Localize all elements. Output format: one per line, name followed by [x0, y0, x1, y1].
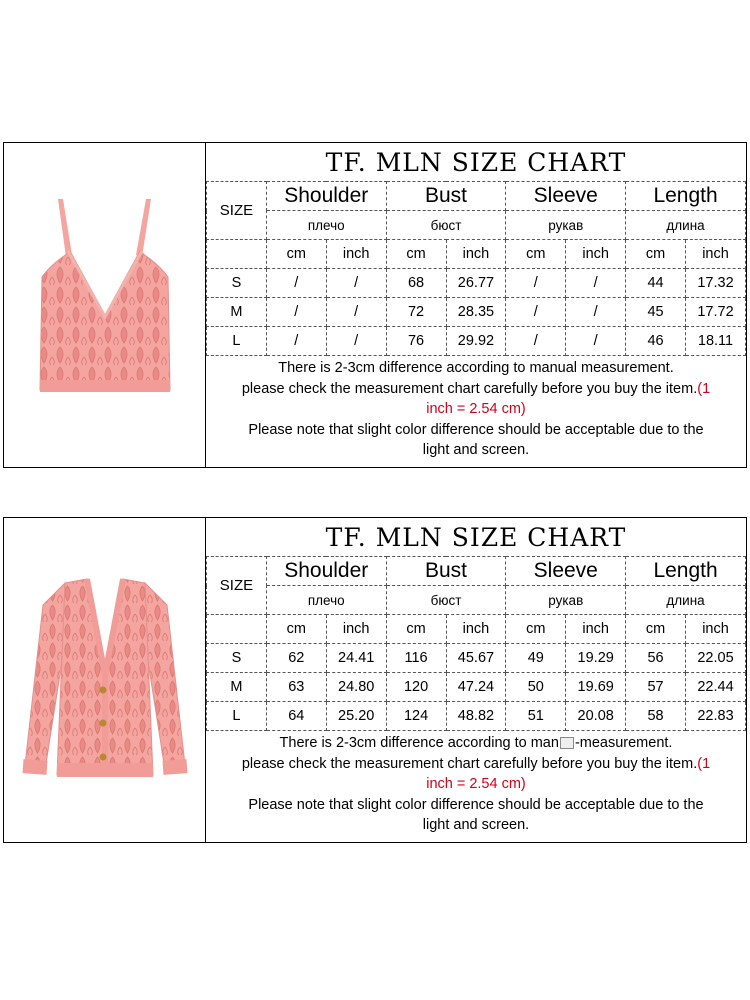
- value-cell: 22.44: [686, 673, 746, 702]
- header-sleeve-ru: рукав: [506, 211, 626, 240]
- size-header: SIZE: [207, 182, 267, 240]
- value-cell: 45: [626, 298, 686, 327]
- header-bust: Bust: [386, 557, 506, 586]
- value-cell: 51: [506, 702, 566, 731]
- value-cell: /: [326, 298, 386, 327]
- header-shoulder: Shoulder: [266, 182, 386, 211]
- value-cell: 76: [386, 327, 446, 356]
- value-cell: 25.20: [326, 702, 386, 731]
- value-cell: 18.11: [686, 327, 746, 356]
- value-cell: 58: [626, 702, 686, 731]
- value-cell: /: [566, 298, 626, 327]
- value-cell: 47.24: [446, 673, 506, 702]
- value-cell: /: [266, 327, 326, 356]
- size-cell: S: [207, 644, 267, 673]
- product-image-cell: [4, 143, 206, 467]
- note-check: [206, 754, 746, 775]
- note-check: [206, 379, 746, 400]
- unit-cell: inch: [446, 240, 506, 269]
- table-row: [207, 644, 746, 673]
- value-cell: 68: [386, 269, 446, 298]
- value-cell: 29.92: [446, 327, 506, 356]
- size-cell: S: [207, 269, 267, 298]
- units-row: [207, 615, 746, 644]
- value-cell: /: [326, 269, 386, 298]
- product-image-cell: [4, 518, 206, 842]
- unit-cell: cm: [386, 615, 446, 644]
- units-blank: [207, 615, 267, 644]
- size-table-area: [206, 518, 746, 842]
- header-row: [207, 557, 746, 586]
- header-shoulder-ru: плечо: [266, 586, 386, 615]
- value-cell: 22.05: [686, 644, 746, 673]
- cardigan-image: [15, 565, 195, 795]
- size-chart-tank-top: [3, 142, 747, 468]
- value-cell: 72: [386, 298, 446, 327]
- size-cell: M: [207, 298, 267, 327]
- header-sleeve: Sleeve: [506, 557, 626, 586]
- unit-cell: cm: [506, 240, 566, 269]
- header-bust: Bust: [386, 182, 506, 211]
- size-header: SIZE: [207, 557, 267, 615]
- unit-cell: inch: [446, 615, 506, 644]
- size-chart-cardigan: [3, 517, 747, 843]
- unit-cell: inch: [566, 615, 626, 644]
- value-cell: 64: [266, 702, 326, 731]
- unit-cell: inch: [686, 240, 746, 269]
- unit-cell: cm: [626, 240, 686, 269]
- unit-cell: cm: [506, 615, 566, 644]
- value-cell: 63: [266, 673, 326, 702]
- size-cell: L: [207, 702, 267, 731]
- notes: [206, 356, 746, 461]
- note-conversion-start: (1: [697, 380, 711, 397]
- value-cell: 19.29: [566, 644, 626, 673]
- note-measurement-end: -measurement.: [574, 735, 673, 751]
- size-cell: L: [207, 327, 267, 356]
- value-cell: 46: [626, 327, 686, 356]
- unit-cell: cm: [626, 615, 686, 644]
- note-color-end: light and screen.: [422, 817, 530, 833]
- size-table-area: [206, 143, 746, 467]
- notes: [206, 731, 746, 836]
- value-cell: /: [506, 269, 566, 298]
- header-sleeve-ru: рукав: [506, 586, 626, 615]
- unit-cell: inch: [566, 240, 626, 269]
- unit-cell: inch: [326, 240, 386, 269]
- note-color: Please note that slight color difference should be acceptable due to the: [248, 421, 704, 438]
- table-row: [207, 298, 746, 327]
- tank-top-image: [20, 185, 190, 425]
- value-cell: 17.32: [686, 269, 746, 298]
- header-length-ru: длина: [626, 586, 746, 615]
- note-conversion: inch = 2.54 cm): [426, 401, 526, 417]
- value-cell: 50: [506, 673, 566, 702]
- unit-cell: cm: [266, 240, 326, 269]
- units-row: [207, 240, 746, 269]
- size-cell: M: [207, 673, 267, 702]
- value-cell: 26.77: [446, 269, 506, 298]
- glyph-artifact-icon: [560, 737, 574, 749]
- value-cell: 49: [506, 644, 566, 673]
- header-shoulder: Shoulder: [266, 557, 386, 586]
- table-row: [207, 269, 746, 298]
- value-cell: 44: [626, 269, 686, 298]
- unit-cell: inch: [686, 615, 746, 644]
- value-cell: /: [566, 327, 626, 356]
- value-cell: /: [266, 269, 326, 298]
- unit-cell: inch: [326, 615, 386, 644]
- unit-cell: cm: [386, 240, 446, 269]
- note-measurement-start: There is 2-3cm difference according to man: [279, 735, 559, 751]
- header-length: Length: [626, 182, 746, 211]
- chart-title: TF. MLN SIZE CHART: [325, 522, 627, 552]
- note-measurement: There is 2-3cm difference according to manual measurement.: [278, 360, 674, 376]
- header-row-russian: [207, 586, 746, 615]
- value-cell: 62: [266, 644, 326, 673]
- value-cell: /: [506, 298, 566, 327]
- header-bust-ru: бюст: [386, 586, 506, 615]
- value-cell: 120: [386, 673, 446, 702]
- note-conversion-start: (1: [697, 755, 711, 772]
- table-row: [207, 673, 746, 702]
- header-row: [207, 182, 746, 211]
- size-table: [206, 181, 746, 356]
- value-cell: 48.82: [446, 702, 506, 731]
- value-cell: 17.72: [686, 298, 746, 327]
- value-cell: 57: [626, 673, 686, 702]
- value-cell: 124: [386, 702, 446, 731]
- chart-title: TF. MLN SIZE CHART: [325, 147, 627, 177]
- value-cell: /: [566, 269, 626, 298]
- value-cell: 28.35: [446, 298, 506, 327]
- note-color-end: light and screen.: [422, 442, 530, 458]
- value-cell: 45.67: [446, 644, 506, 673]
- value-cell: 24.41: [326, 644, 386, 673]
- value-cell: 24.80: [326, 673, 386, 702]
- table-row: [207, 327, 746, 356]
- value-cell: 116: [386, 644, 446, 673]
- units-blank: [207, 240, 267, 269]
- header-row-russian: [207, 211, 746, 240]
- header-length-ru: длина: [626, 211, 746, 240]
- value-cell: /: [326, 327, 386, 356]
- value-cell: /: [506, 327, 566, 356]
- header-sleeve: Sleeve: [506, 182, 626, 211]
- note-check-text: please check the measurement chart carefully before you buy the item.: [241, 380, 698, 397]
- value-cell: /: [266, 298, 326, 327]
- value-cell: 19.69: [566, 673, 626, 702]
- size-table: [206, 556, 746, 731]
- note-check-text: please check the measurement chart carefully before you buy the item.: [241, 755, 698, 772]
- note-measurement: [206, 733, 746, 754]
- note-conversion: inch = 2.54 cm): [426, 776, 526, 792]
- note-color: Please note that slight color difference should be acceptable due to the: [248, 796, 704, 813]
- value-cell: 22.83: [686, 702, 746, 731]
- header-length: Length: [626, 557, 746, 586]
- header-bust-ru: бюст: [386, 211, 506, 240]
- table-row: [207, 702, 746, 731]
- value-cell: 56: [626, 644, 686, 673]
- header-shoulder-ru: плечо: [266, 211, 386, 240]
- value-cell: 20.08: [566, 702, 626, 731]
- unit-cell: cm: [266, 615, 326, 644]
